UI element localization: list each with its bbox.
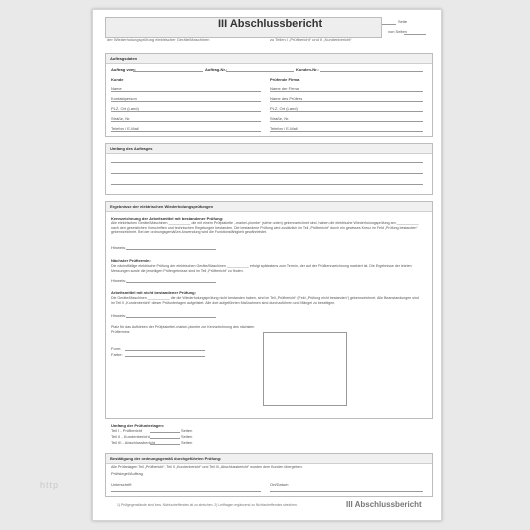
- section-title: Auftragsdaten: [110, 56, 138, 61]
- pages-total-label: von Seiten: [388, 29, 407, 34]
- unterschrift-field[interactable]: [111, 491, 261, 492]
- kunde-telefon-label: Telefon / E-Mail: [111, 126, 139, 131]
- unterlagen-row-suffix: Seiten: [181, 428, 193, 433]
- farbe-field[interactable]: [125, 356, 205, 357]
- bestaetigung-text: Alle Prüfanlagen Teil „Prüfbericht“, Teil II „Kundenbericht“ und Teil III „Abschlussbericht“ wurden dem Kunden übergeben.: [111, 465, 303, 469]
- auftrag-vom-field[interactable]: [133, 71, 203, 72]
- form-field[interactable]: [125, 350, 205, 351]
- umfang-line-2[interactable]: [111, 173, 423, 174]
- block2-hinweis-label: Hinweis:: [111, 278, 127, 283]
- pages-total-field[interactable]: [404, 34, 426, 35]
- section-header: [106, 54, 432, 64]
- ort-datum-label: Ort/Datum: [270, 482, 289, 487]
- firma-plz-field[interactable]: [270, 111, 423, 112]
- document-title: III Abschlussbericht: [218, 18, 323, 30]
- block3-title: Arbeitsmittel mit nicht bestandener Prüfung:: [111, 290, 196, 295]
- block2-title: Nächster Prüftermin:: [111, 258, 151, 263]
- form-label: Form:: [111, 346, 122, 351]
- firma-strasse-field[interactable]: [270, 121, 423, 122]
- block1-hinweis-label: Hinweis:: [111, 245, 127, 250]
- section-title: Umfang des Auftrages: [110, 146, 153, 151]
- kunde-name-field[interactable]: [111, 91, 261, 92]
- sticker-box[interactable]: [263, 332, 347, 406]
- auftrag-nr-field[interactable]: [226, 71, 294, 72]
- section-header: [106, 454, 432, 464]
- farbe-label: Farbe:: [111, 352, 123, 357]
- ort-datum-field[interactable]: [270, 491, 423, 492]
- firma-telefon-label: Telefon / E-Mail: [270, 126, 298, 131]
- block1-hinweis-field[interactable]: [126, 249, 216, 250]
- section-umfang: [105, 143, 433, 195]
- unterschrift-label: Unterschrift: [111, 482, 132, 487]
- firma-telefon-field[interactable]: [270, 131, 423, 132]
- unterlagen-row-field[interactable]: [150, 444, 180, 445]
- firma-name-label: Name der Firma: [270, 86, 299, 91]
- firma-plz-label: PLZ, Ort (Land): [270, 106, 298, 111]
- watermark: http: [40, 480, 60, 490]
- block2-hinweis-field[interactable]: [126, 282, 216, 283]
- kunde-plz-field[interactable]: [111, 111, 261, 112]
- kunde-telefon-field[interactable]: [111, 131, 261, 132]
- kunde-heading: Kunde: [111, 77, 124, 82]
- unterlagen-row-suffix: Seiten: [181, 440, 193, 445]
- section-header: [106, 202, 432, 212]
- kunde-strasse-label: Straße, Nr.: [111, 116, 131, 121]
- page-label: Seite: [398, 19, 408, 24]
- kunde-strasse-field[interactable]: [111, 121, 261, 122]
- section-header: [106, 144, 432, 154]
- block3-hinweis-label: Hinweis:: [111, 313, 127, 318]
- umfang-line-3[interactable]: [111, 184, 423, 185]
- firma-strasse-label: Straße, Nr.: [270, 116, 290, 121]
- unterlagen-row-suffix: Seiten: [181, 434, 193, 439]
- kunden-nr-field[interactable]: [320, 71, 423, 72]
- pruefsiegel-label: Prüfsiegel/Auftrag: [111, 471, 143, 476]
- kunde-kontakt-label: Kontaktperson: [111, 96, 137, 101]
- section-title: Bestätigung der ordnungsgemäß durchgeführten Prüfung:: [110, 456, 222, 461]
- unterlagen-row-label: Teil I - Prüfbericht: [111, 428, 143, 433]
- unterlagen-row-field[interactable]: [150, 438, 180, 439]
- block2-text: Die nächstfällige elektrische Prüfung der elektrischen Geräte/Maschinen ___________ erfolgt spätestens zum Termin, der auf der Prüfkennzeichnung markiert ist. Die Ergebnisse der letzten Messungen sowie die jeweiligen Prüfergebnisse sind im Teil „Prüfbericht“ zu finden.: [111, 264, 412, 273]
- block3-text: Die Geräte/Maschinen ___________ die die Wiederholungsprüfung nicht bestanden haben, sind im Teil „Prüfbericht“ (Feld „Prüfung nicht bestanden“) gekennzeichnet. Alle Beanstandungen sind im Teil II „Kundenbericht“ dieser Prüfunterlagen aufgelistet. Alle dort aufgeführten Maßnahmen sind durchzuführen und Mängel zu beseitigen.: [111, 296, 419, 305]
- footer-title: III Abschlussbericht: [346, 500, 422, 509]
- block1-title: Kennzeichnung der Arbeitsmittel mit bestandener Prüfung:: [111, 216, 224, 221]
- firma-pruefer-field[interactable]: [270, 101, 423, 102]
- firma-name-field[interactable]: [270, 91, 423, 92]
- subtitle-right: zu Teilen I „Prüfbericht“ und II „Kundenbericht“: [270, 37, 352, 42]
- block3-hinweis-field[interactable]: [126, 317, 216, 318]
- kunde-name-label: Name: [111, 86, 122, 91]
- section-title: Ergebnisse der elektrischen Wiederholungsprüfungen: [110, 204, 214, 209]
- section-auftragsdaten: [105, 53, 433, 137]
- unterlagen-title: Umfang der Prüfunterlagen:: [111, 423, 165, 428]
- page-field[interactable]: [382, 24, 396, 25]
- subtitle-left: der Wiederholungsprüfung elektrischer Geräte/Maschinen: [107, 37, 210, 42]
- block4-text: Platz für das Aufkleben der Prüfplakette/-marke/-plombe zur Kennzeichnung des nächsten Prüftermins: [111, 325, 255, 334]
- unterlagen-row-field[interactable]: [150, 432, 180, 433]
- kunden-nr-label: Kunden-Nr.:: [296, 67, 319, 72]
- block1-text: Alle elektrischen Geräte/Maschinen ___________ die mit einem Prüfplakette ‚-marke/-plombe‘ (siehe unten) gekennzeichnet sind, haben die elektrische Wiederholungsprüfung am ___________ nach den gesetzlichen Vorschriften und technischen Regelungen bestanden. Die bestandene Prüfung wird zusätzlich im Teil „Prüfbericht“ durch ein gewisses Kreuz im Feld „Prüfung bestanden“ gekennzeichnet. Bei der ordnungsgemäßen Anwendung wird die Funktionsfähigkeit gewährleistet.: [111, 221, 419, 235]
- kunde-plz-label: PLZ, Ort (Land): [111, 106, 139, 111]
- firma-pruefer-label: Name des Prüfers: [270, 96, 303, 101]
- firma-heading: Prüfende Firma: [270, 77, 300, 82]
- auftrag-nr-label: Auftrag-Nr.:: [205, 67, 228, 72]
- footnote: 1) Prüfgegenstände sind bzw. Nichtzutreffendes ist zu streichen. 2) Leitfragen ergänzend zu Nichtzutreffendes streichen.: [117, 503, 298, 507]
- auftrag-vom-label: Auftrag vom:: [111, 67, 136, 72]
- umfang-line-1[interactable]: [111, 162, 423, 163]
- kunde-kontakt-field[interactable]: [111, 101, 261, 102]
- unterlagen-row-label: Teil II - Kundenbericht: [111, 434, 150, 439]
- unterlagen-row-label: Teil III - Abschlussbericht: [111, 440, 156, 445]
